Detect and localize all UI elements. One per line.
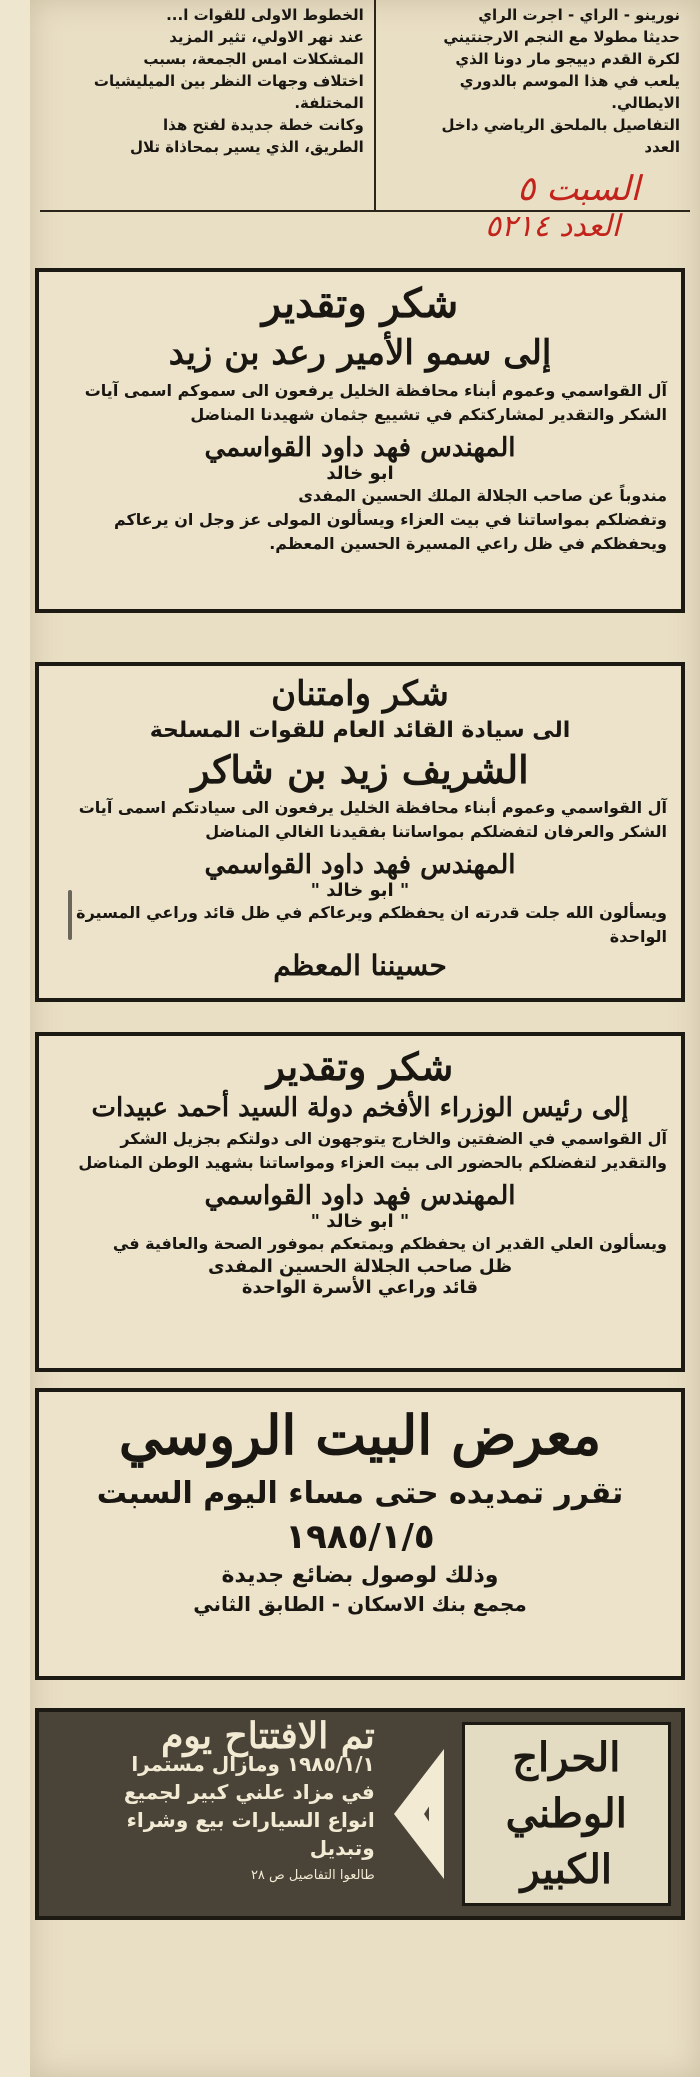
russian-house-exhibition-ad <box>35 1388 685 1680</box>
article-line: يلعب في هذا الموسم بالدوري <box>459 72 680 90</box>
thanks-ad-prime-minister <box>35 1032 685 1372</box>
article-line: الطريق، الذي يسير بمحاذاة تلال <box>129 138 364 156</box>
article-line: المختلفة. <box>294 94 364 112</box>
ad-extension-line: تقرر تمديده حتى مساء اليوم السبت <box>96 1476 624 1511</box>
ad-body-3: ظل صاحب الجلالة الحسين المفدى <box>207 1256 513 1277</box>
ad-nickname: ابو خالد <box>326 463 394 484</box>
handwritten-day: السبت ٥ <box>517 169 640 209</box>
thanks-ad-sharif-zaid <box>35 662 685 1002</box>
handwritten-date-note <box>360 170 640 246</box>
ad-body-2: مندوباً عن صاحب الجلالة الملك الحسين المفدى <box>298 486 667 505</box>
article-line: لكرة القدم دييجو مار دونا الذي <box>455 50 680 68</box>
national-auction-ad <box>35 1708 685 1920</box>
box-line-2: الوطني <box>505 1790 627 1837</box>
ad-nickname: " ابو خالد " <box>310 1211 410 1232</box>
militia-article <box>40 0 376 210</box>
handwritten-issue: العدد ٥٢١٤ <box>484 209 620 244</box>
ad-exchange-line: وتبديل <box>309 1836 375 1860</box>
article-line: الخطوط الاولى للقوات ا... <box>166 6 364 24</box>
ad-cars-line: انواع السيارات بيع وشراء <box>126 1808 375 1832</box>
staple <box>68 890 72 940</box>
ad-heading: شكر وتقدير <box>261 280 459 327</box>
arrow-left-icon <box>387 1712 452 1916</box>
ad-body: آل القواسمي في الضفتين والخارج يتوجهون الى دولتكم بجزيل الشكر والتقدير لتفضلكم بالحضور الى بيت العزاء ومواساتنا بشهيد الوطن المناضل <box>78 1129 667 1172</box>
article-line: نورينو - الراي - اجرت الراي <box>478 6 680 24</box>
box-line-1: الحراج <box>512 1734 621 1781</box>
ad-heading: معرض البيت الروسي <box>118 1403 602 1467</box>
article-line: وكانت خطة جديدة لفتح هذا <box>163 116 364 134</box>
article-line: حديثا مطولا مع النجم الارجنتيني <box>443 28 680 46</box>
ad-body: آل القواسمي وعموم أبناء محافظة الخليل يرفعون الى سموكم اسمى آيات الشكر والتقدير لمشاركتكم في تشييع جثمان شهيدنا المناضل <box>84 381 667 424</box>
ad-signatory: المهندس فهد داود القواسمي <box>204 1181 516 1211</box>
ad-date: ١٩٨٥/١/٥ <box>285 1517 435 1557</box>
ad-auction-line: في مزاد علني كبير لجميع <box>123 1780 375 1804</box>
article-line: عند نهر الاولي، تثير المزيد <box>169 28 364 46</box>
ad-body-2: ويسألون العلي القدير ان يحفظكم ويمتعكم بموفور الصحة والعافية في <box>112 1234 667 1253</box>
ad-date-line: ١٩٨٥/١/١ ومازال مستمرا <box>131 1752 375 1776</box>
ad-signatory: المهندس فهد داود القواسمي <box>204 850 516 880</box>
ad-new-goods-line: وذلك لوصول بضائع جديدة <box>221 1563 499 1588</box>
ad-nickname: " ابو خالد " <box>310 880 410 901</box>
ad-heading: شكر وامتنان <box>271 674 449 714</box>
ad-body: آل القواسمي وعموم أبناء محافظة الخليل يرفعون الى سيادتكم اسمى آيات الشكر والعرفان لتفضلكم بمواساتنا بفقيدنا الغالي المناضل <box>78 798 667 841</box>
ad-details-note: طالعوا التفاصيل ص ٢٨ <box>250 1868 375 1883</box>
ad-recipient: إلى رئيس الوزراء الأفخم دولة السيد أحمد عبيدات <box>91 1093 629 1123</box>
ad-opening-line: تم الافتتاح يوم <box>161 1715 375 1757</box>
ad-location: مجمع بنك الاسكان - الطابق الثاني <box>193 1592 527 1616</box>
ad-body-3: وتفضلكم بمواساتنا في بيت العزاء ويسألون المولى عز وجل ان يرعاكم ويحفظكم في ظل راعي المسيرة الحسين المعظم. <box>113 510 667 553</box>
article-line: العدد <box>644 138 680 156</box>
ad-recipient: إلى سمو الأمير رعد بن زيد <box>168 333 552 373</box>
ad-body-2: ويسألون الله جلت قدرته ان يحفظكم ويرعاكم في ظل قائد وراعي المسيرة الواحدة <box>76 903 667 946</box>
ad-recipient: الى سيادة القائد العام للقوات المسلحة <box>149 718 571 743</box>
auction-name-box <box>462 1722 672 1906</box>
ad-recipient-name: الشريف زيد بن شاكر <box>191 747 529 792</box>
auction-text <box>39 1712 387 1916</box>
article-line: الايطالي. <box>611 94 680 112</box>
ad-body-4: قائد وراعي الأسرة الواحدة <box>241 1277 479 1298</box>
ad-signatory: المهندس فهد داود القواسمي <box>204 433 516 463</box>
ad-footer: حسيننا المعظم <box>273 949 447 982</box>
article-line: المشكلات امس الجمعة، بسبب <box>143 50 364 68</box>
article-line: اختلاف وجهات النظر بين الميليشيات <box>93 72 364 90</box>
article-line: التفاصيل بالملحق الرياضي داخل <box>441 116 680 134</box>
box-line-3: الكبير <box>520 1846 613 1893</box>
ad-heading: شكر وتقدير <box>266 1044 454 1089</box>
thanks-ad-prince-raad <box>35 268 685 613</box>
